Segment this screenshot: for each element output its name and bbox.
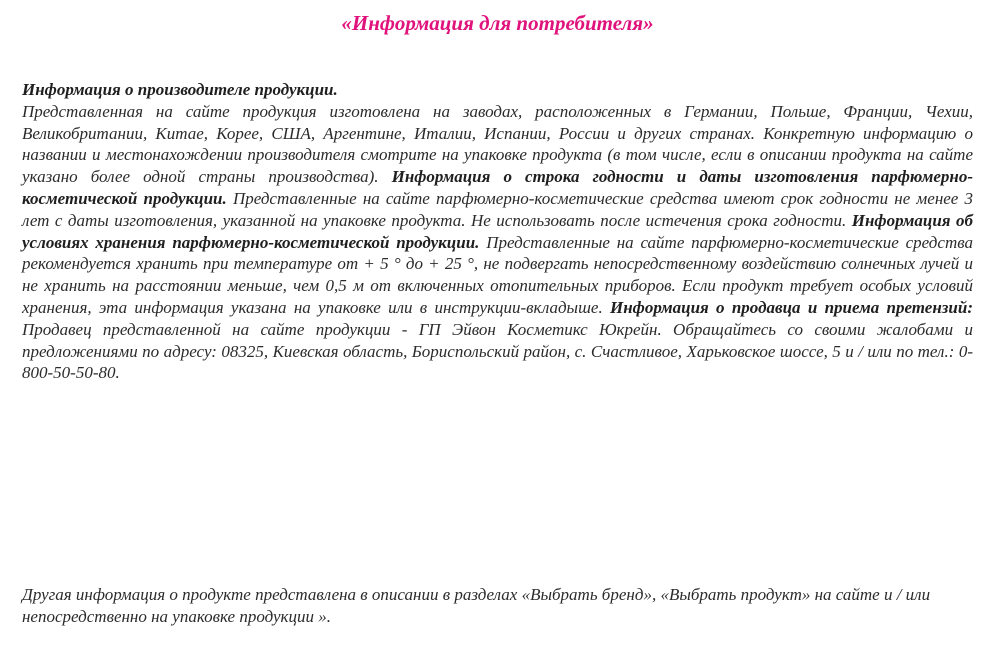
page-title: «Информация для потребителя» — [341, 11, 654, 35]
storage-text: Представленные на сайте парфюмерно-косметические средства рекомендуется хранить при температуре от + 5 ° до + 25 °, не подвергать непосредственному воздействию солнечных лучей и не хранить на расстоянии меньше, чем 0,5 м от включенных отопительных приборов. Если продукт требует особых условий хранения, эта информация указана на упаковке или в инструкции-вкладыше. — [22, 232, 973, 317]
footer-note: Другая информация о продукте представлена в описании в разделах «Выбрать бренд», «Выбрать продукт» на сайте и / или непосредственно на упаковке продукции ». — [22, 585, 931, 626]
manufacturer-text: Представленная на сайте продукция изготовлена на заводах, расположенных в Германии, Польше, Франции, Чехии, Великобритании, Китае, Корее, США, Аргентине, Италии, Испании, России и других странах. Конкретную информацию о названии и местонахождении производителя смотрите на упаковке продукта (в том числе, если в описании продукта на сайте указано более одной страны производства). — [22, 101, 973, 187]
shelf-life-text: Представленные на сайте парфюмерно-косметические средства имеют срок годности не менее 3 лет с даты изготовления, указанной на упаковке продукта. Не использовать после истечения срока годности. — [22, 188, 974, 230]
storage-heading: Информация об условиях хранения парфюмерно-косметической продукции. — [22, 210, 974, 252]
consumer-info-body — [22, 79, 973, 384]
seller-heading: Информация о продавца и приема претензий: — [609, 297, 973, 317]
seller-text: Продавец представленной на сайте продукции - ГП Эйвон Косметикс Юкрейн. Обращайтесь со своими жалобами и предложениями по адресу: 08325, Киевская область, Бориспольский район, с. Счастливое, Харьковское шоссе, 5 и / или по тел.: 0-800-50-50-80. — [22, 319, 973, 383]
manufacturer-heading: Информация о производителе продукции. — [22, 80, 338, 99]
shelf-life-heading: Информация о строка годности и даты изготовления парфюмерно-косметической продукции. — [22, 167, 973, 208]
